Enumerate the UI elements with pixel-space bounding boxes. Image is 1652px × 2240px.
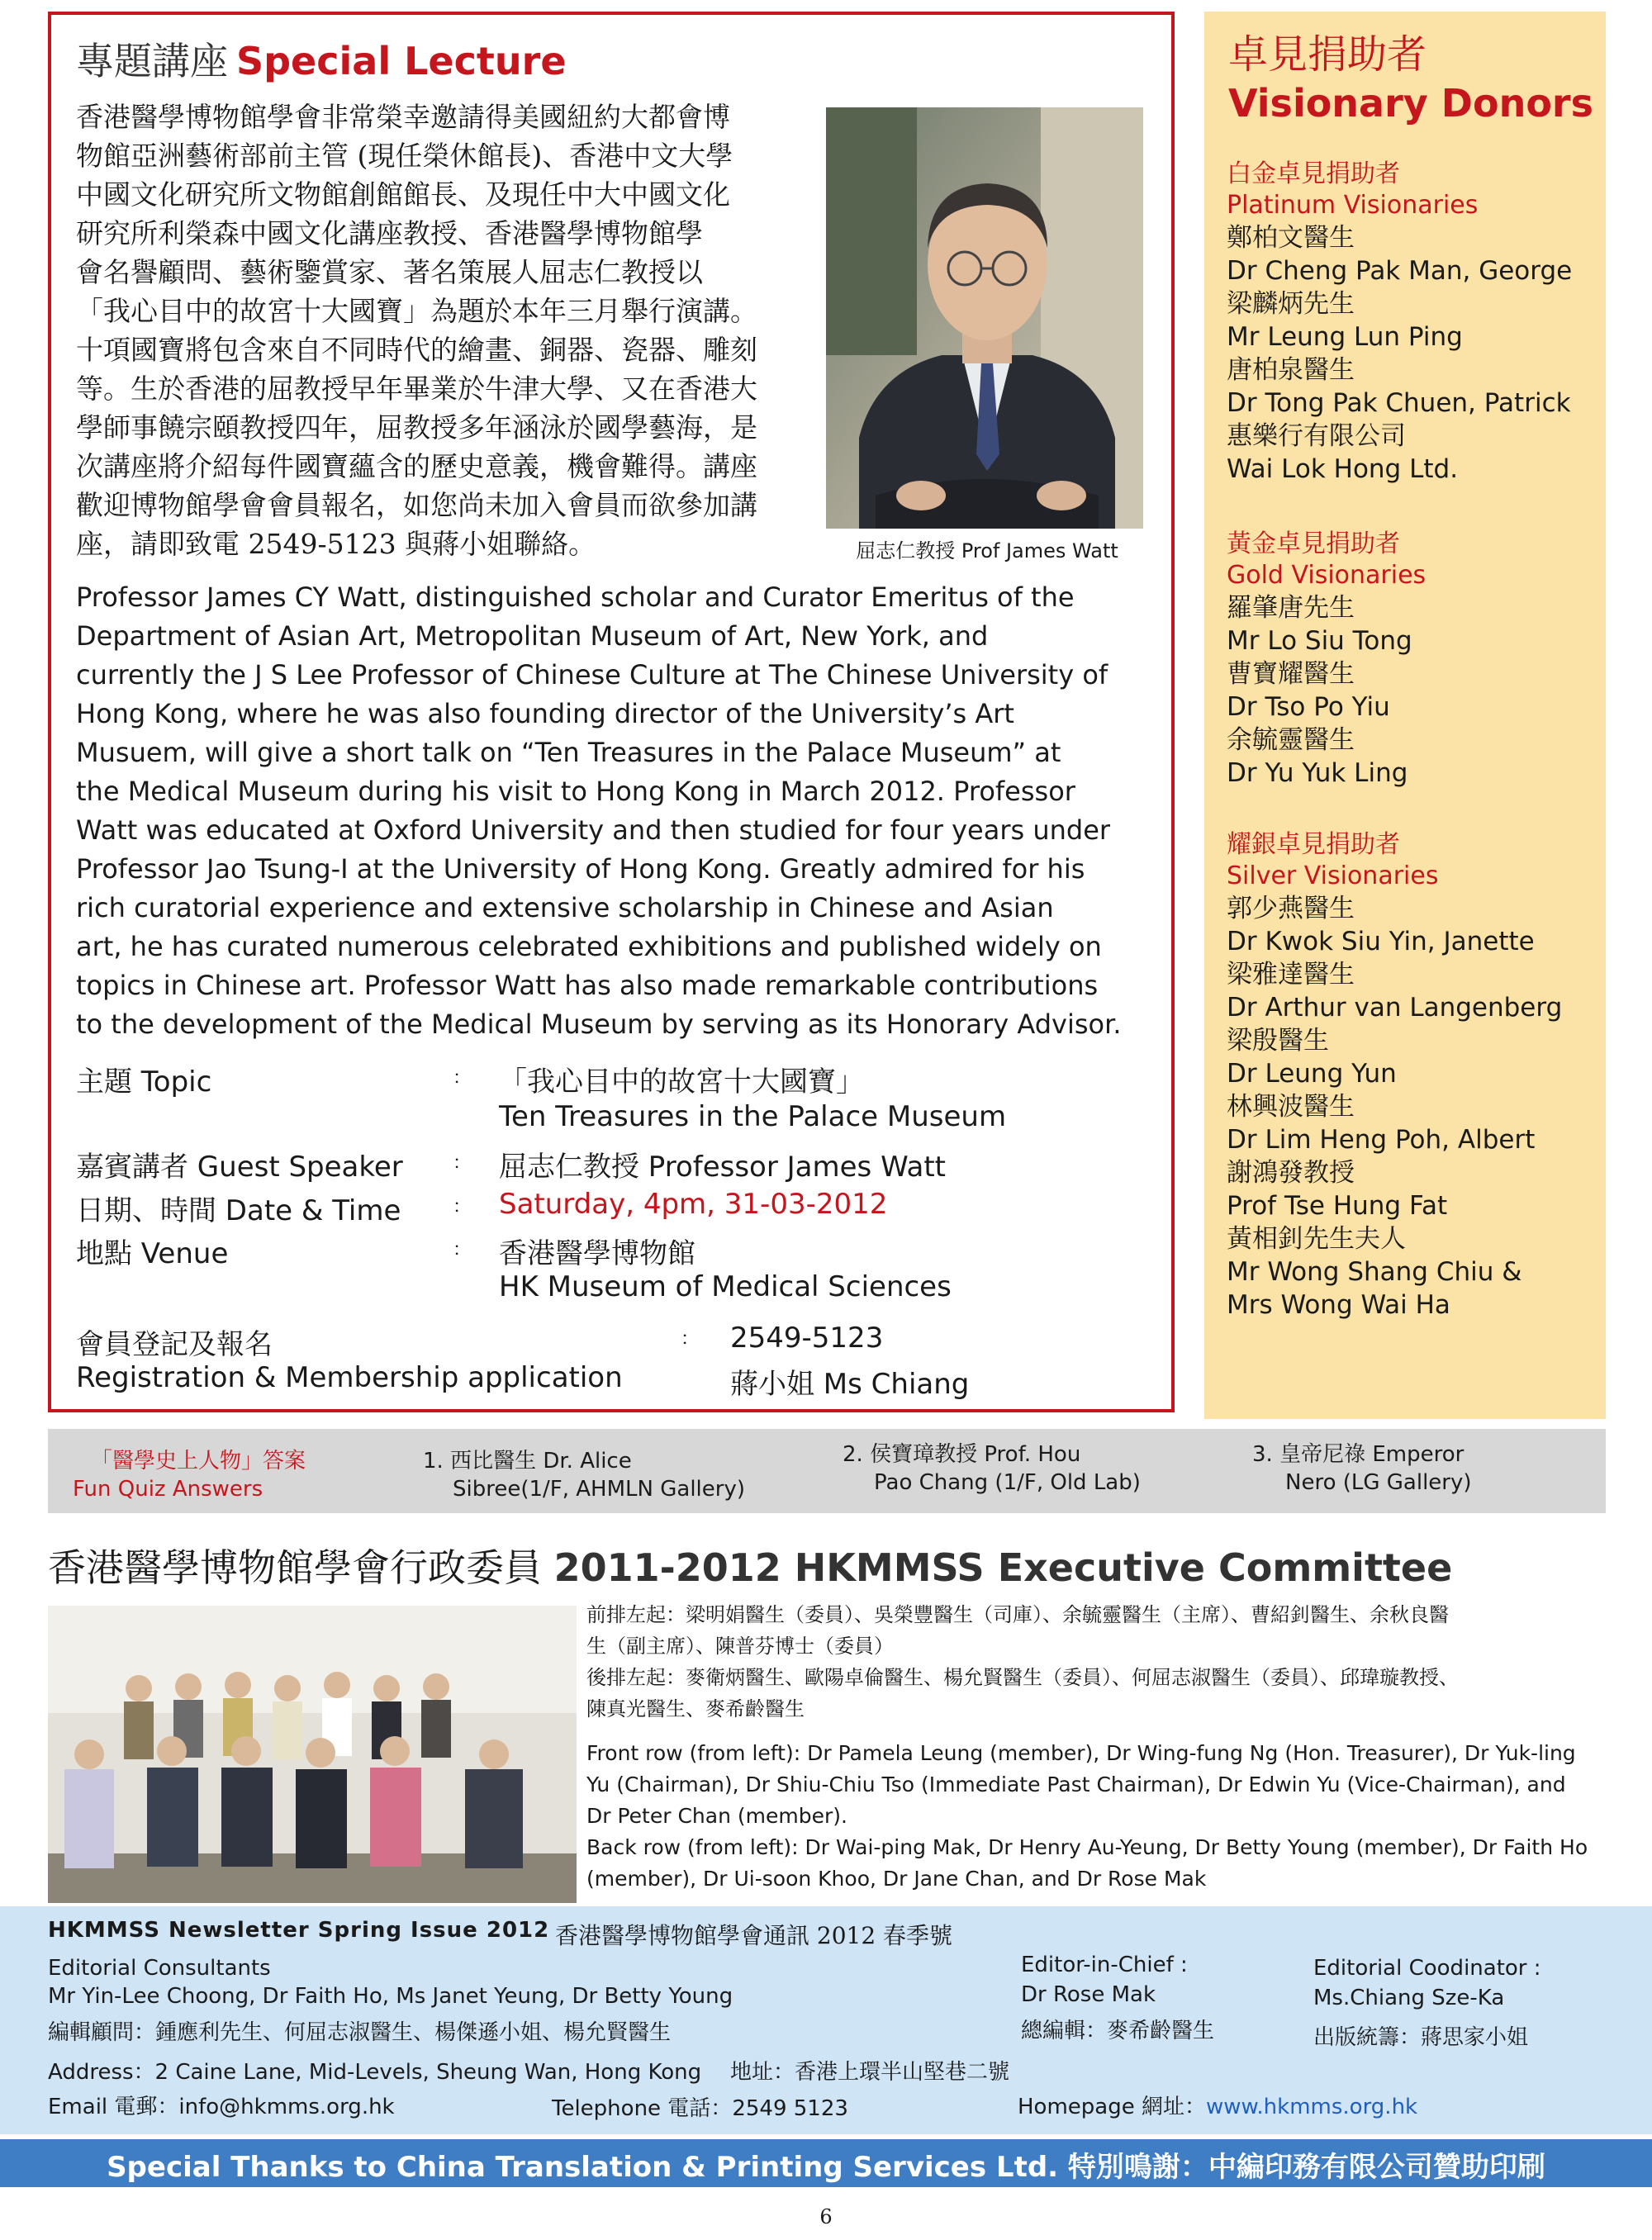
donor-name-en: Dr Arthur van Langenberg	[1227, 993, 1563, 1023]
en-line: Musuem, will give a short talk on “Ten Treasures in the Palace Museum” at	[76, 737, 1061, 768]
zh-line: 香港醫學博物館學會非常榮幸邀請得美國紐約大都會博	[76, 101, 730, 133]
en-line: Department of Asian Art, Metropolitan Museum of Art, New York, and	[76, 620, 989, 652]
registration-label-zh: 會員登記及報名	[76, 1328, 273, 1361]
thanks-text: Special Thanks to China Translation & Printing Services Ltd. 特別鳴謝：中編印務有限公司贊助印刷	[107, 2151, 1545, 2184]
speaker-colon: ：	[453, 1153, 472, 1174]
quiz-answer-3-line1: 3. 皇帝尼祿 Emperor	[1252, 1442, 1464, 1467]
committee-title-en: 2011-2012 HKMMSS Executive Committee	[553, 1545, 1453, 1590]
quiz-answer-1-line2: Sibree(1/F, AHMLN Gallery)	[453, 1477, 745, 1502]
en-line: Dr Peter Chan (member).	[586, 1804, 847, 1828]
topic-value-en: Ten Treasures in the Palace Museum	[499, 1100, 1007, 1133]
donors-silver	[1227, 829, 1562, 1322]
donor-name-en: Dr Kwok Siu Yin, Janette	[1227, 927, 1535, 956]
donor-name-en: Dr Cheng Pak Man, George	[1227, 256, 1573, 286]
en-line: the Medical Museum during his visit to Hong Kong in March 2012. Professor	[76, 776, 1075, 807]
donor-name-zh: 唐柏泉醫生	[1227, 355, 1355, 385]
registration-colon: ：	[681, 1329, 700, 1350]
donor-name-zh: 謝鴻發教授	[1227, 1158, 1355, 1188]
donor-name-en: Dr Tso Po Yiu	[1227, 692, 1390, 722]
donor-name-en: Mrs Wong Wai Ha	[1227, 1290, 1450, 1320]
homepage-label: Homepage 網址：	[1018, 2095, 1206, 2119]
en-line: to the development of the Medical Museum by serving as its Honorary Advisor.	[76, 1008, 1122, 1040]
editor-in-chief-name: Dr Rose Mak	[1021, 1982, 1156, 2007]
address-zh: 地址：香港上環半山堅巷二號	[730, 2060, 1010, 2085]
tier-label-zh: 耀銀卓見捐助者	[1227, 830, 1400, 859]
donor-name-zh: 梁雅達醫生	[1227, 960, 1355, 989]
lecture-title	[76, 31, 567, 86]
email-row	[48, 2090, 395, 2120]
coordinator-name: Ms.Chiang Sze-Ka	[1313, 1986, 1505, 2010]
donor-name-en: Dr Tong Pak Chuen, Patrick	[1227, 388, 1571, 418]
venue-colon: ：	[453, 1240, 472, 1260]
committee-chinese-text	[586, 1599, 1459, 1725]
homepage-row	[1018, 2090, 1417, 2120]
portrait-caption: 屈志仁教授 Prof James Watt	[856, 539, 1118, 562]
zh-line: 中國文化研究所文物館創館館長、及現任中大中國文化	[76, 178, 730, 211]
donor-name-en: Dr Leung Yun	[1227, 1059, 1397, 1089]
en-line: Professor Jao Tsung-I at the University of Hong Kong. Greatly admired for his	[76, 853, 1085, 885]
committee-title	[48, 1538, 1452, 1592]
donor-name-en: Wai Lok Hong Ltd.	[1227, 454, 1459, 484]
zh-line: 後排左起：麥衛炳醫生、歐陽卓倫醫生、楊允賢醫生（委員）、何屈志淑醫生（委員）、邱瑋璇教授、	[586, 1666, 1459, 1689]
en-line: (member), Dr Ui-soon Khoo, Dr Jane Chan, and Dr Rose Mak	[586, 1867, 1207, 1891]
committee-english-text	[586, 1738, 1588, 1895]
telephone-value: 2549 5123	[732, 2096, 848, 2121]
en-line: Front row (from left): Dr Pamela Leung (member), Dr Wing-fung Ng (Hon. Treasurer), Dr Yuk-ling	[586, 1741, 1576, 1765]
donor-name-zh: 余毓靈醫生	[1227, 725, 1355, 755]
donors-title-en: Visionary Donors	[1228, 81, 1593, 126]
zh-line: 研究所利榮森中國文化講座教授、香港醫學博物館學	[76, 217, 703, 249]
telephone-label: Telephone 電話：	[552, 2096, 733, 2121]
editor-in-chief-zh: 總編輯：麥希齡醫生	[1021, 2019, 1215, 2043]
en-line: rich curatorial experience and extensive scholarship in Chinese and Asian	[76, 892, 1054, 923]
quiz-title-zh: 「醫學史上人物」答案	[91, 1449, 306, 1474]
quiz-answer-2-line2: Pao Chang (1/F, Old Lab)	[874, 1470, 1141, 1495]
homepage-link[interactable]: www.hkmms.org.hk	[1205, 2095, 1418, 2119]
consultants-zh: 編輯顧問：鍾應利先生、何屈志淑醫生、楊傑遜小姐、楊允賢醫生	[48, 2020, 672, 2045]
telephone-row	[552, 2091, 848, 2122]
zh-line: 「我心目中的故宮十大國寶」為題於本年三月舉行演講。	[76, 295, 757, 327]
zh-line: 等。生於香港的屈教授早年畢業於牛津大學、又在香港大	[76, 373, 757, 405]
newsletter-title-en: HKMMSS Newsletter Spring Issue 2012	[48, 1918, 550, 1943]
lecture-english-paragraph	[76, 578, 1146, 1044]
en-line: Watt was educated at Oxford University and then studied for four years under	[76, 814, 1111, 846]
donor-name-zh: 曹寶耀醫生	[1227, 659, 1355, 689]
lecture-title-zh: 專題講座	[76, 39, 228, 83]
speaker-label: 嘉賓講者 Guest Speaker	[76, 1151, 403, 1184]
coordinator-zh: 出版統籌：蔣思家小姐	[1313, 2025, 1529, 2050]
en-line: Hong Kong, where he was also founding director of the University’s Art	[76, 698, 1014, 729]
venue-value-en: HK Museum of Medical Sciences	[499, 1270, 952, 1303]
quiz-answer-1-line1: 1. 西比醫生 Dr. Alice	[423, 1449, 632, 1474]
zh-line: 陳真光醫生、麥希齡醫生	[586, 1697, 805, 1720]
donor-name-zh: 郭少燕醫生	[1227, 894, 1355, 923]
zh-line: 十項國寶將包含來自不同時代的繪畫、銅器、瓷器、雕刻	[76, 334, 757, 366]
speaker-value: 屈志仁教授 Professor James Watt	[499, 1151, 947, 1184]
en-line: currently the J S Lee Professor of Chinese Culture at The Chinese University of	[76, 659, 1108, 691]
topic-colon: ：	[453, 1068, 472, 1089]
email-label: Email 電郵：	[48, 2095, 179, 2119]
lecture-chinese-paragraph	[76, 97, 819, 563]
en-line: Back row (from left): Dr Wai-ping Mak, Dr Henry Au-Yeung, Dr Betty Young (member), Dr Faith Ho	[586, 1835, 1588, 1859]
registration-label-en: Registration & Membership application	[76, 1361, 623, 1394]
tier-label-en: Gold Visionaries	[1227, 561, 1427, 590]
registration-contact: 蔣小姐 Ms Chiang	[730, 1368, 970, 1401]
zh-line: 座，請即致電 2549-5123 與蔣小姐聯絡。	[76, 528, 596, 560]
tier-label-zh: 黃金卓見捐助者	[1227, 529, 1400, 558]
coordinator-label: Editorial Coodinator :	[1313, 1956, 1541, 1981]
donors-title	[1228, 31, 1593, 129]
zh-line: 物館亞洲藝術部前主管 (現任榮休館長)、香港中文大學	[76, 140, 733, 172]
donors-platinum	[1227, 159, 1572, 486]
donor-name-en: Mr Wong Shang Chiu &	[1227, 1257, 1522, 1287]
registration-phone: 2549-5123	[730, 1322, 884, 1355]
zh-line: 生（副主席）、陳普芬博士（委員）	[586, 1635, 894, 1658]
quiz-answer-3-line2: Nero (LG Gallery)	[1285, 1470, 1472, 1495]
donor-name-zh: 林興波醫生	[1227, 1092, 1355, 1122]
tier-label-en: Silver Visionaries	[1227, 861, 1439, 890]
portrait-photo-james-watt	[826, 107, 1143, 529]
consultants-label: Editorial Consultants	[48, 1956, 271, 1981]
zh-line: 次講座將介紹每件國寶蘊含的歷史意義，機會難得。講座	[76, 450, 757, 482]
consultants-names: Mr Yin-Lee Choong, Dr Faith Ho, Ms Janet Yeung, Dr Betty Young	[48, 1984, 733, 2009]
zh-line: 會名譽顧問、藝術鑒賞家、著名策展人屈志仁教授以	[76, 256, 703, 288]
donors-gold	[1227, 529, 1426, 790]
donor-name-en: Prof Tse Hung Fat	[1227, 1191, 1448, 1221]
date-label: 日期、時間 Date & Time	[76, 1194, 401, 1227]
zh-line: 學師事饒宗頤教授四年，屈教授多年涵泳於國學藝海，是	[76, 411, 757, 444]
editor-in-chief-label: Editor-in-Chief :	[1021, 1953, 1188, 1977]
donor-name-zh: 梁殷醫生	[1227, 1026, 1329, 1056]
en-line: topics in Chinese art. Professor Watt has also made remarkable contributions	[76, 970, 1099, 1001]
topic-label: 主題 Topic	[76, 1065, 212, 1099]
zh-line: 前排左起：梁明娟醫生（委員）、吳榮豐醫生（司庫）、余毓靈醫生（主席）、曹紹釗醫生、余秋良醫	[586, 1603, 1449, 1626]
page-number: 6	[819, 2205, 833, 2228]
committee-group-photo	[48, 1606, 577, 1903]
quiz-title-en: Fun Quiz Answers	[73, 1477, 263, 1502]
donor-name-zh: 梁麟炳先生	[1227, 289, 1355, 319]
en-line: art, he has curated numerous celebrated exhibitions and published widely on	[76, 931, 1102, 962]
date-colon: ：	[453, 1197, 472, 1217]
donors-title-zh: 卓見捐助者	[1228, 31, 1427, 78]
donor-name-zh: 羅肇唐先生	[1227, 593, 1355, 623]
date-value: Saturday, 4pm, 31-03-2012	[499, 1188, 888, 1221]
donor-name-en: Dr Yu Yuk Ling	[1227, 758, 1408, 788]
address-en: Address：2 Caine Lane, Mid-Levels, Sheung Wan, Hong Kong	[48, 2060, 702, 2085]
donor-name-zh: 鄭柏文醫生	[1227, 223, 1355, 253]
tier-label-en: Platinum Visionaries	[1227, 191, 1479, 220]
quiz-answer-2-line1: 2. 侯寶璋教授 Prof. Hou	[843, 1442, 1081, 1467]
lecture-title-en: Special Lecture	[236, 39, 567, 83]
topic-value-zh: 「我心目中的故宮十大國寶」	[499, 1065, 864, 1099]
donor-name-zh: 黃相釗先生夫人	[1227, 1224, 1406, 1254]
committee-title-zh: 香港醫學博物館學會行政委員	[48, 1545, 542, 1590]
zh-line: 歡迎博物館學會會員報名，如您尚未加入會員而欲參加講	[76, 489, 757, 521]
venue-value-zh: 香港醫學博物館	[499, 1237, 695, 1270]
en-line: Yu (Chairman), Dr Shiu-Chiu Tso (Immediate Past Chairman), Dr Edwin Yu (Vice-Chairman), and	[586, 1773, 1566, 1796]
donor-name-en: Mr Leung Lun Ping	[1227, 322, 1463, 352]
donor-name-en: Dr Lim Heng Poh, Albert	[1227, 1125, 1536, 1155]
donor-name-zh: 惠樂行有限公司	[1227, 421, 1406, 451]
email-link[interactable]: info@hkmms.org.hk	[178, 2095, 395, 2119]
tier-label-zh: 白金卓見捐助者	[1227, 159, 1400, 188]
donor-name-en: Mr Lo Siu Tong	[1227, 626, 1412, 656]
venue-label: 地點 Venue	[76, 1237, 229, 1270]
en-line: Professor James CY Watt, distinguished scholar and Curator Emeritus of the	[76, 581, 1075, 613]
newsletter-title-zh: 香港醫學博物館學會通訊 2012 春季號	[555, 1922, 953, 1949]
